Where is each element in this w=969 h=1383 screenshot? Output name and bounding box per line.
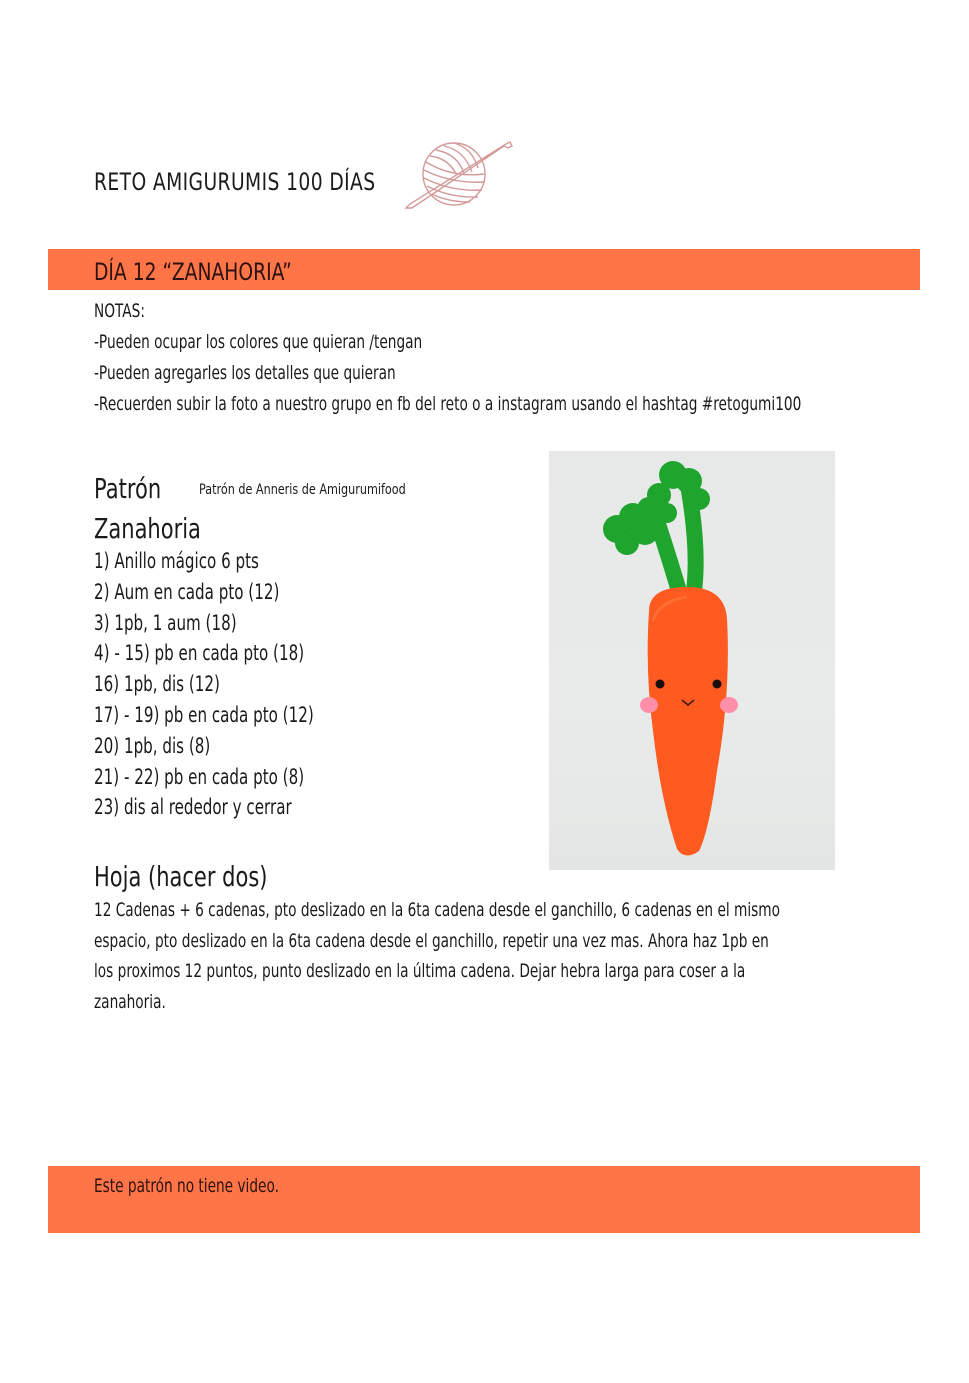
no-video-notice: Este patrón no tiene video. [94,1175,279,1197]
instruction-line: 12 Cadenas + 6 cadenas, pto deslizado en la 6ta cadena desde el ganchillo, 6 cadenas en el mismo [94,899,780,921]
note-item: -Pueden agregarles los detalles que quieran [94,362,396,384]
pattern-step: 20) 1pb, dis (8) [94,733,211,758]
carrot-steps-list [94,546,399,823]
pattern-step: 2) Aum en cada pto (12) [94,579,280,604]
notes-section [94,296,969,420]
pattern-step: 23) dis al rededor y cerrar [94,795,292,820]
instruction-line: zanahoria. [94,990,166,1013]
pattern-step: 1) Anillo mágico 6 pts [94,549,259,573]
carrot-section-title: Zanahoria [94,512,201,545]
leaf-instructions [94,895,969,1017]
pattern-step: 17) - 19) pb en cada pto (12) [94,702,314,727]
instruction-line: los proximos 12 puntos, punto deslizado en la última cadena. Dejar hebra larga para coser a la [94,960,746,982]
pattern-step: 16) 1pb, dis (12) [94,672,220,697]
pattern-step: 4) - 15) pb en cada pto (18) [94,641,305,666]
instruction-line: espacio, pto deslizado en la 6ta cadena desde el ganchillo, repetir una vez mas. Ahora haz 1pb en [94,929,769,952]
pattern-step: 3) 1pb, 1 aum (18) [94,610,237,635]
pattern-credit: Patrón de Anneris de Amigurumifood [199,482,406,498]
yarn-ball-crochet-hook-icon [402,138,514,212]
day-banner [48,249,920,290]
carrot-illustration [549,451,835,870]
day-title: DÍA 12 “ZANAHORIA” [94,258,292,286]
note-item: -Recuerden subir la foto a nuestro grupo en fb del reto o a instagram usando el hashtag #retogumi100 [94,393,802,415]
notes-heading: NOTAS: [94,300,145,322]
leaf-section-title: Hoja (hacer dos) [94,860,268,893]
carrot-amigurumi-photo [549,451,835,870]
pattern-label: Patrón [94,472,162,505]
note-item: -Pueden ocupar los colores que quieran /tengan [94,331,423,353]
challenge-title: RETO AMIGURUMIS 100 DÍAS [94,168,376,196]
pattern-step: 21) - 22) pb en cada pto (8) [94,764,305,789]
pattern-header [94,472,406,505]
footer-banner [48,1166,920,1233]
